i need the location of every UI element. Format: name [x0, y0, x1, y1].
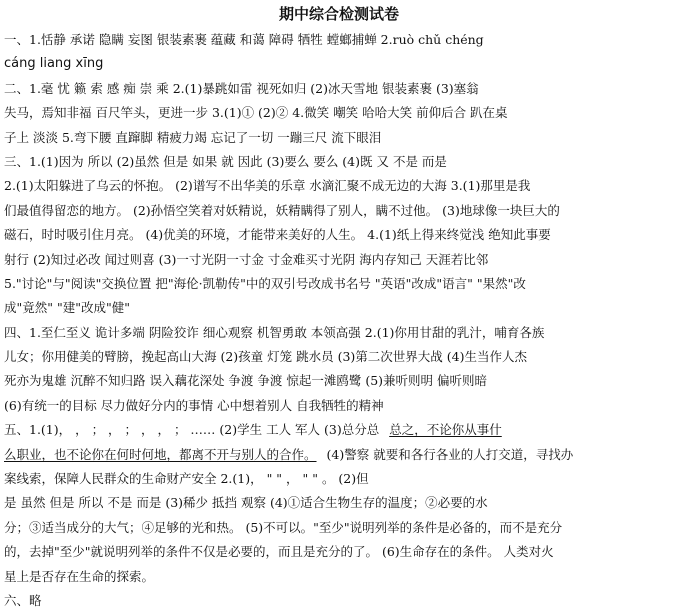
text-line-6: 三、1.(1)因为 所以 (2)虽然 但是 如果 就 因此 (3)要么 要么 (4)既 又 不是 而是 — [4, 153, 447, 169]
underlined-sentence-part-2: 么职业，也不论你在何时何地，都离不开与别人的合作。 — [4, 446, 317, 462]
text-line-18 — [4, 443, 674, 467]
text-line-17-main: 五、1.(1)， ， ； ， ； ， ， ； …… (2)学生 工人 军人 (3)总分总 — [4, 422, 380, 438]
text-line-21: 分；③适当成分的大气；④足够的光和热。 (5)不可以。"至少"说明列举的条件是必备的，而不是充分 — [4, 519, 563, 535]
text-line-9: 磁石，时时吸引住月亮。 (4)优美的环境，才能带来美好的人生。 4.(1)纸上得来终觉浅 绝知此事要 — [4, 227, 551, 243]
text-line-16: (6)有统一的目标 尽力做好分内的事情 心中想着别人 自我牺牲的精神 — [4, 397, 384, 413]
text-line-15: 死亦为鬼雄 沉醉不知归路 误入藕花深处 争渡 争渡 惊起一滩鸥鹭 (5)兼听则明 偏听则暗 — [4, 373, 488, 389]
text-line-17 — [4, 418, 674, 442]
text-line-20: 是 虽然 但是 所以 不是 而是 (3)稀少 抵挡 观察 (4)①适合生物生存的温度；②必要的水 — [4, 495, 488, 511]
text-line-14: 儿女；你用健美的臂膀，挽起高山大海 (2)孩童 灯笼 跳水员 (3)第二次世界大战 (4)生当作人杰 — [4, 349, 527, 365]
text-line-10: 射行 (2)知过必改 闻过则喜 (3)一寸光阴一寸金 寸金难买寸光阴 海内存知己 天涯若比邻 — [4, 251, 489, 267]
text-line-18-tail: (4)警察 就要和各行各业的人打交道，寻找办 — [326, 446, 574, 462]
text-line-1: 一、1.恬静 承诺 隐瞒 妄图 银装素裹 蕴藏 和蔼 障碍 牺牲 螳螂捕蝉 2.ruò chǔ chéng — [4, 32, 484, 47]
text-line-3: 二、1.毫 忧 籁 索 感 痴 崇 乘 2.(1)暴跳如雷 视死如归 (2)冰天雪地 银装素裹 (3)塞翁 — [4, 80, 479, 96]
text-line-23: 星上是否存在生命的探索。 — [4, 568, 155, 584]
text-line-8: 们最值得留恋的地方。 (2)孙悟空笑着对妖精说，妖精瞒得了别人，瞒不过他。 (3)地球像一块巨大的 — [4, 202, 560, 218]
text-line-22: 的，去掉"至少"就说明列举的条件不仅是必要的，而且是充分的了。 (6)生命存在的条件。 人类对火 — [4, 544, 554, 560]
underlined-sentence-part-1: 总之，不论你从事什 — [389, 422, 502, 438]
text-line-19: 案线索，保障人民群众的生命财产安全 2.(1)， " " ， " " 。 (2)但 — [4, 471, 369, 487]
text-line-2-pinyin: cáng liang xīng — [4, 56, 104, 72]
text-line-11: 5."讨论"与"阅读"交换位置 把"海伦·凯勒传"中的双引号改成书名号 "英语"改成"语言" "果然"改 — [4, 275, 526, 291]
text-line-13: 四、1.至仁至义 诡计多端 阴险狡诈 细心观察 机智勇敢 本领高强 2.(1)你用甘甜的乳汁，哺育各族 — [4, 324, 545, 340]
text-line-24: 六、略 — [4, 592, 42, 608]
text-line-12: 成"竟然" "建"改成"健" — [4, 300, 130, 316]
page-title: 期中综合检测试卷 — [278, 5, 399, 23]
text-line-5: 子上 淡淡 5.弯下腰 直蹿脚 精疲力竭 忘记了一切 一蹦三尺 流下眼泪 — [4, 129, 382, 145]
text-line-7: 2.(1)太阳躲进了乌云的怀抱。 (2)谱写不出华美的乐章 水滴汇聚不成无边的大海 3.(1)那里是我 — [4, 178, 531, 194]
text-line-4: 失马，焉知非福 百尺竿头，更进一步 3.(1)① (2)② 4.微笑 嘲笑 哈哈大笑 前仰后合 趴在桌 — [4, 105, 508, 121]
